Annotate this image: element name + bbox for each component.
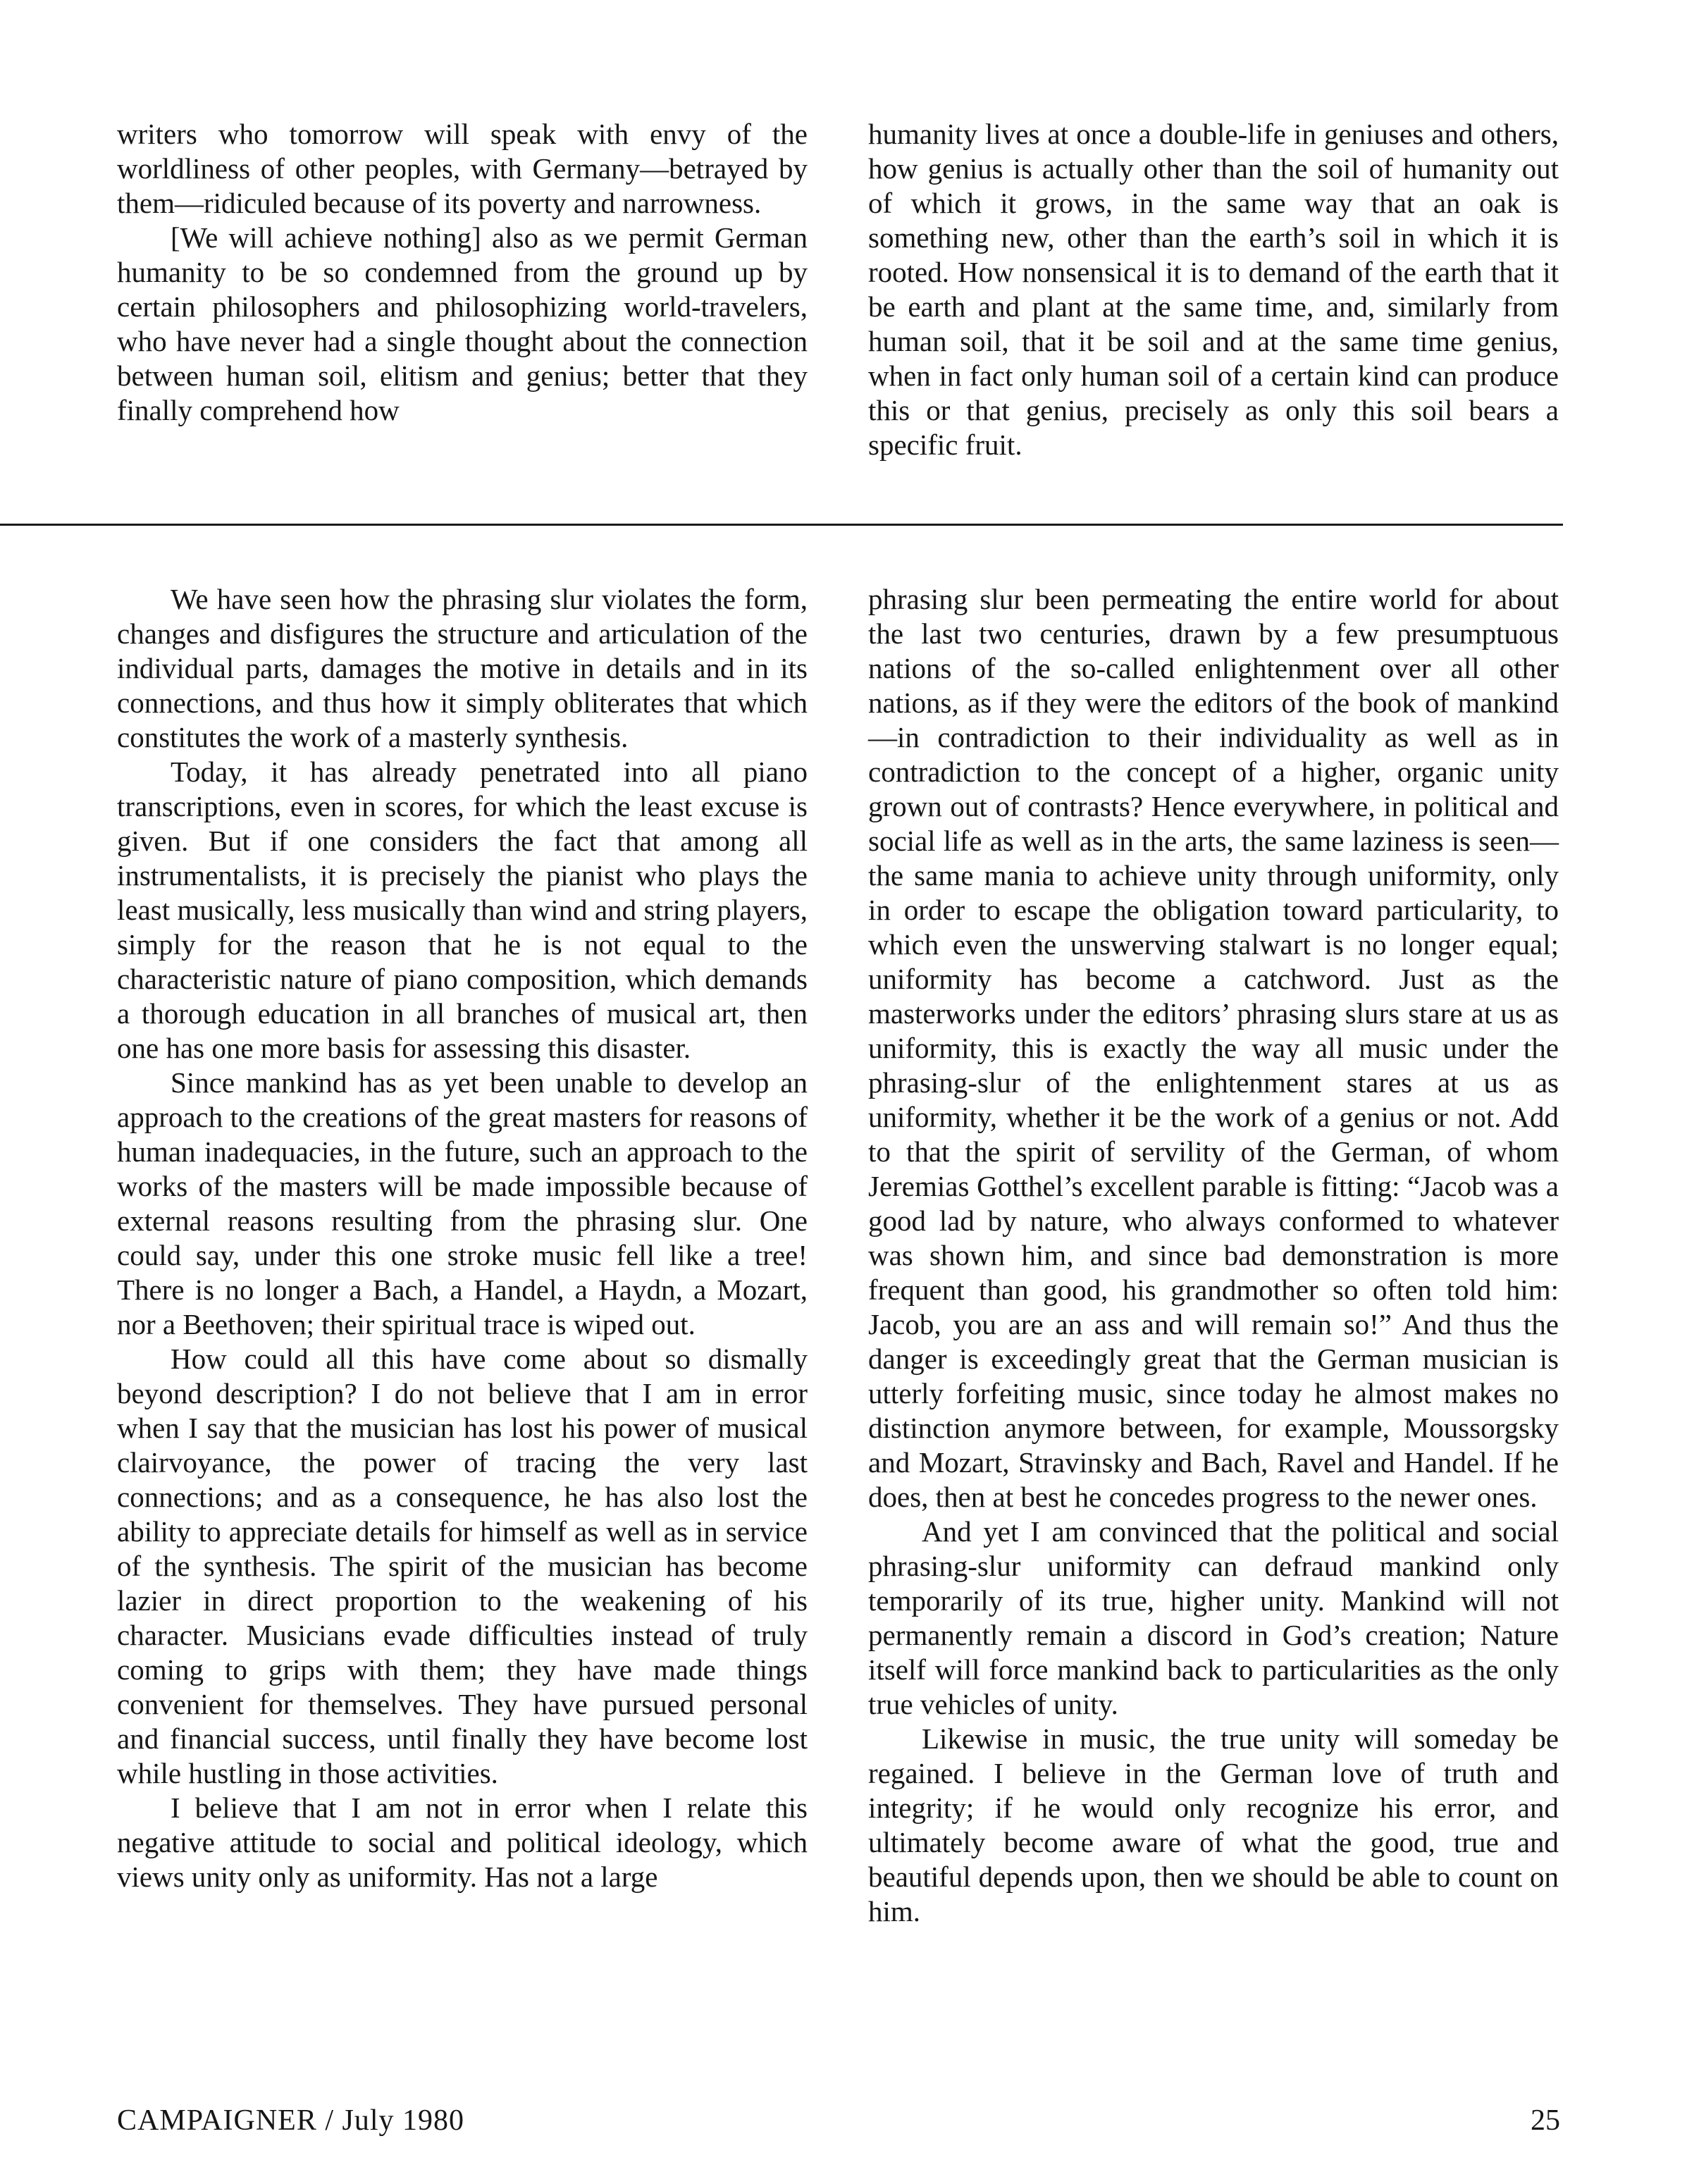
excerpt-left-column (117, 117, 808, 428)
paragraph: [We will achieve nothing] also as we permit German humanity to be so condemned from the ground up by certain philosophers and philosophizing world-travelers, who have never had a single thought about the connection between human soil, elitism and genius; better that they finally comprehend how (117, 221, 808, 426)
paragraph: And yet I am convinced that the political and social phrasing-slur uniformity can defraud mankind only temporarily of its true, higher unity. Mankind will not permanently remain a discord in God’s creation; Nature itself will force mankind back to particularities as the only true vehicles of unity. (868, 1515, 1559, 1720)
paragraph: I believe that I am not in error when I relate this negative attitude to social and political ideology, which views unity only as uniformity. Has not a large (117, 1791, 808, 1893)
paragraph: Today, it has already penetrated into all piano transcriptions, even in scores, for which the least excuse is given. But if one considers the fact that among all instrumentalists, it is precisely the pianist who plays the least musically, less musically than wind and string players, simply for the reason that he is not equal to the characteristic nature of piano composition, which demands a thorough education in all branches of musical art, then one has one more basis for assessing this disaster. (117, 755, 808, 1064)
page-number: 25 (1531, 2104, 1560, 2137)
paragraph: How could all this have come about so dismally beyond description? I do not believe that I am in error when I say that the musician has lost his power of musical clairvoyance, the power of tracing the very last connections; and as a consequence, he has also lost the ability to appreciate details for himself as well as in service of the synthesis. The spirit of the musician has become lazier in direct proportion to the weakening of his character. Musicians evade difficulties instead of truly coming to grips with them; they have made things convenient for themselves. They have pursued personal and financial success, until finally they have become lost while hustling in those activities. (117, 1343, 808, 1789)
article-left-column (117, 582, 808, 1894)
paragraph: writers who tomorrow will speak with envy of the worldliness of other peoples, with Germany—betrayed by them—ridiculed because of its poverty and narrowness. (117, 118, 808, 219)
excerpt-right-column (868, 117, 1559, 462)
paragraph: humanity lives at once a double-life in geniuses and others, how genius is actually other than the soil of humanity out of which it grows, in the same way that an oak is something new, other than the earth’s soil in which it is rooted. How nonsensical it is to demand of the earth that it be earth and plant at the same time, and, similarly from human soil, that it be soil and at the same time genius, when in fact only human soil of a certain kind can produce this or that genius, precisely as only this soil bears a specific fruit. (868, 118, 1559, 461)
paragraph: We have seen how the phrasing slur violates the form, changes and disfigures the structure and articulation of the individual parts, damages the motive in details and in its connections, and thus how it simply obliterates that which constitutes the work of a masterly synthesis. (117, 583, 808, 753)
article-right-column (868, 582, 1559, 1929)
paragraph: phrasing slur been permeating the entire world for about the last two centuries, drawn by a few presumptuous nations of the so-called enlightenment over all other nations, as if they were the editors of the book of mankind—in contradiction to their individuality as well as in contradiction to the concept of a higher, organic unity grown out of contrasts? Hence everywhere, in political and social life as well as in the arts, the same laziness is seen—the same mania to achieve unity through uniformity, only in order to escape the obligation toward particularity, to which even the unswerving stalwart is no longer equal; uniformity has become a catchword. Just as the masterworks under the editors’ phrasing slurs stare at us as uniformity, this is exactly the way all music under the phrasing-slur of the enlightenment stares at us as uniformity, whether it be the work of a genius or not. Add to that the spirit of servility of the German, of whom Jeremias Gotthel’s excellent parable is fitting: “Jacob was a good lad by nature, who always conformed to whatever was shown him, and since bad demonstration is more frequent than good, his grandmother so often told him: Jacob, you are an ass and will remain so!” And thus the danger is exceedingly great that the German musician is utterly forfeiting music, since today he almost makes no distinction anymore between, for example, Moussorgsky and Mozart, Stravinsky and Bach, Ravel and Handel. If he does, then at best he concedes progress to the newer ones. (868, 583, 1559, 1513)
paragraph: Since mankind has as yet been unable to develop an approach to the creations of the great masters for reasons of human inadequacies, in the future, such an approach to the works of the masters will be made impossible because of external reasons resulting from the phrasing slur. One could say, under this one stroke music fell like a tree! There is no longer a Bach, a Handel, a Haydn, a Mozart, nor a Beethoven; their spiritual trace is wiped out. (117, 1066, 808, 1340)
publication-footer: CAMPAIGNER / July 1980 (117, 2104, 465, 2137)
paragraph: Likewise in music, the true unity will someday be regained. I believe in the German love of truth and integrity; if he would only recognize his error, and ultimately become aware of what the good, true and beautiful depends upon, then we should be able to count on him. (868, 1722, 1559, 1927)
section-divider (0, 524, 1563, 526)
